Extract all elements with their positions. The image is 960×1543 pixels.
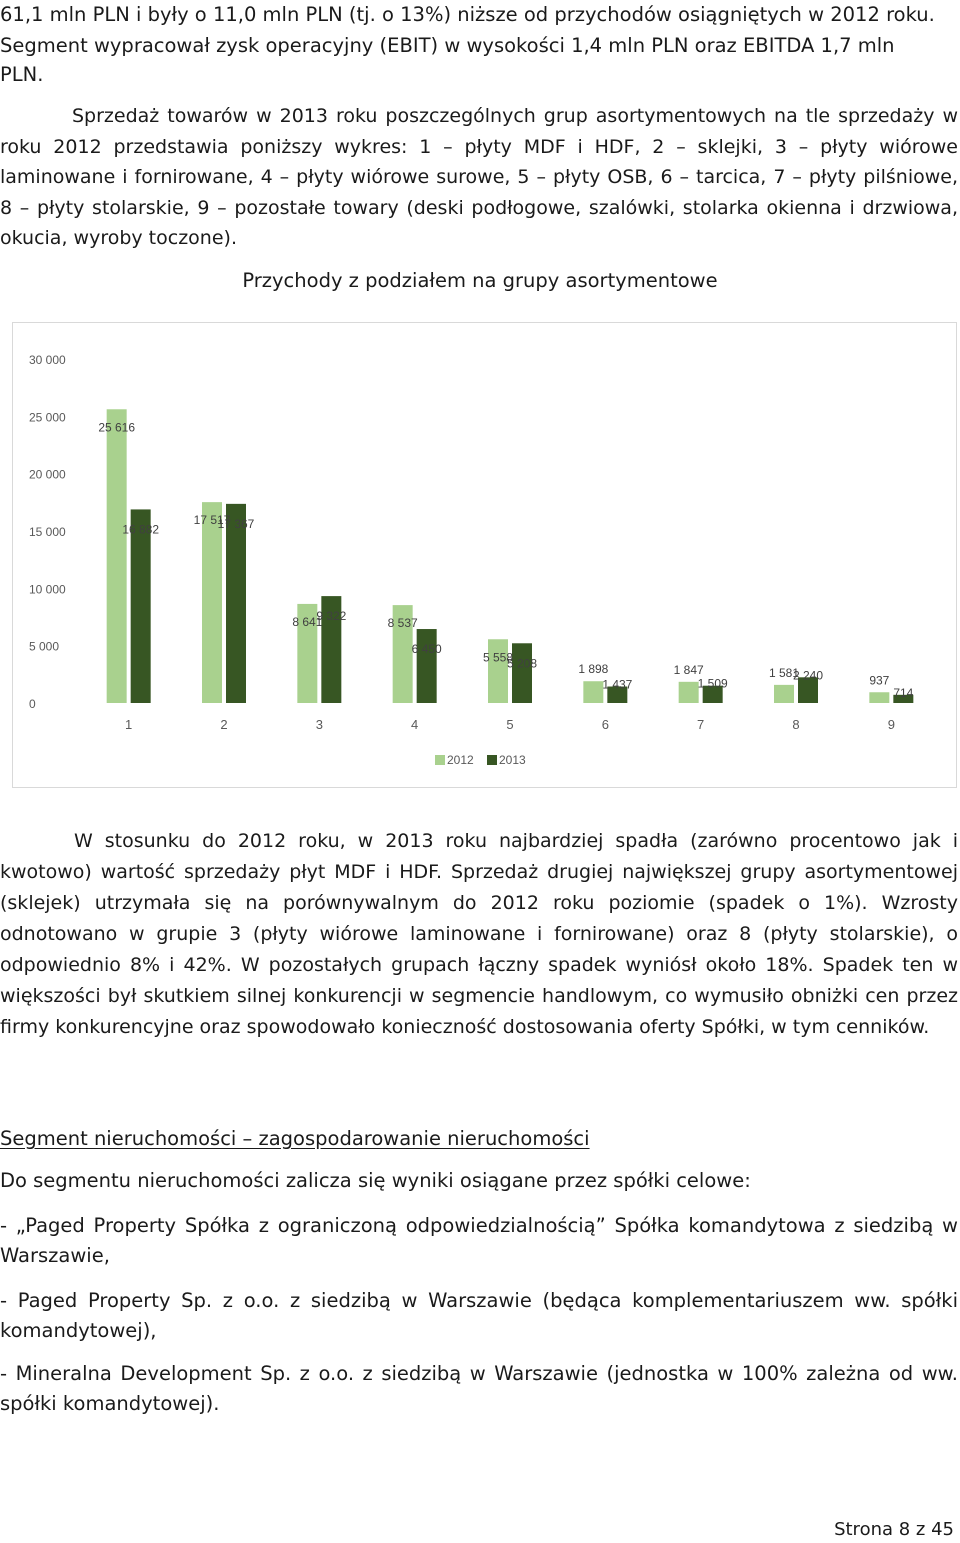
data-label-2013: 6 450 bbox=[411, 642, 442, 657]
section-intro: Do segmentu nieruchomości zalicza się wyniki osiągane przez spółki celowe: bbox=[0, 1169, 751, 1192]
intro-line-2: Segment wypracował zysk operacyjny (EBIT) w wysokości 1,4 mln PLN oraz EBITDA 1,7 mln bbox=[0, 34, 895, 57]
data-label-2012: 937 bbox=[869, 673, 890, 688]
bar-2013 bbox=[417, 629, 437, 703]
data-label-2012: 1 847 bbox=[673, 662, 704, 677]
x-tick-label: 6 bbox=[601, 717, 609, 732]
y-tick-label: 5 000 bbox=[29, 639, 60, 654]
data-label-2013: 5 208 bbox=[506, 656, 538, 671]
bar-2012 bbox=[107, 409, 127, 703]
section-item-1: - „Paged Property Spółka z ograniczoną odpowiedzialnością” Spółka komandytowa z siedzibą w Warszawie, bbox=[0, 1214, 958, 1267]
x-tick-label: 7 bbox=[697, 717, 705, 732]
data-label-2012: 25 616 bbox=[98, 420, 136, 435]
page-number: Strona 8 z 45 bbox=[834, 1519, 954, 1540]
bar-2012 bbox=[679, 682, 699, 703]
data-label-2012: 5 558 bbox=[482, 650, 514, 665]
bar-2012 bbox=[488, 639, 508, 703]
y-tick-label: 20 000 bbox=[29, 467, 66, 482]
y-tick-label: 10 000 bbox=[29, 582, 66, 597]
analysis-paragraph: W stosunku do 2012 roku, w 2013 roku najbardziej spadła (zarówno procentowo jak i kwotowo) wartość sprzedaży płyt MDF i HDF. Sprzedaż drugiej największej grupy asortymentowej (sklejek) utrzymała się na porównywalnym do 2012 roku poziomie (spadek o 1%). Wzrosty odnotowano w grupie 3 (płyty wiórowe laminowane i fornirowane) oraz 8 (płyty stolarskie), o odpowiednio 8% i 42%. W pozostałych grupach łączny spadek wyniósł około 18%. Spadek ten w większości był skutkiem silnej konkurencji w segmencie handlowym, co wymusiło obniżki cen przez firmy konkurencyjne oraz spowodowało konieczność dostosowania oferty Spółki, w tym cenników. bbox=[0, 830, 958, 1038]
data-label-2013: 16 882 bbox=[122, 522, 160, 537]
data-label-2012: 8 641 bbox=[292, 614, 323, 629]
bar-2012 bbox=[583, 681, 603, 703]
y-tick-label: 15 000 bbox=[29, 525, 66, 539]
legend-label-2012: 2012 bbox=[447, 753, 474, 767]
legend-swatch-2012 bbox=[435, 755, 445, 765]
x-tick-label: 3 bbox=[315, 717, 323, 732]
y-tick-label: 0 bbox=[29, 697, 36, 711]
bar-2012 bbox=[202, 502, 222, 703]
x-tick-label: 1 bbox=[125, 717, 133, 732]
x-tick-label: 4 bbox=[411, 717, 419, 732]
legend-label-2013: 2013 bbox=[499, 753, 526, 767]
data-label-2012: 17 517 bbox=[193, 513, 231, 528]
section-heading: Segment nieruchomości – zagospodarowanie nieruchomości bbox=[0, 1127, 590, 1150]
sales-intro-paragraph: Sprzedaż towarów w 2013 roku poszczególnych grup asortymentowych na tle sprzedaży w roku 2012 przedstawia poniższy wykres: 1 – płyty MDF i HDF, 2 – sklejki, 3 – płyty wiórowe laminowane i fornirowane, 4 – płyty wiórowe surowe, 5 – płyty OSB, 6 – tarcica, 7 – płyty pilśniowe, 8 – płyty stolarskie, 9 – pozostałe towary (deski podłogowe, szalówki, stolarka okienna i drzwiowa, okucia, wyroby toczone). bbox=[0, 105, 958, 249]
x-tick-label: 5 bbox=[506, 717, 514, 732]
bar-2012 bbox=[869, 692, 889, 703]
revenue-chart-svg bbox=[13, 323, 956, 787]
bar-2013 bbox=[226, 504, 246, 703]
section-item-3: - Mineralna Development Sp. z o.o. z siedzibą w Warszawie (jednostka w 100% zależna od ww. spółki komandytowej). bbox=[0, 1362, 958, 1415]
data-label-2012: 8 537 bbox=[387, 616, 418, 631]
data-label-2013: 1 437 bbox=[602, 677, 633, 692]
x-tick-label: 2 bbox=[220, 717, 228, 732]
data-label-2013: 714 bbox=[893, 685, 914, 700]
data-label-2012: 1 898 bbox=[578, 662, 609, 677]
bar-2013 bbox=[512, 643, 532, 703]
data-label-2013: 1 509 bbox=[697, 676, 728, 691]
data-label-2012: 1 581 bbox=[768, 665, 800, 680]
bar-2013 bbox=[131, 509, 151, 703]
x-tick-label: 8 bbox=[792, 717, 800, 732]
bar-2012 bbox=[774, 685, 794, 703]
intro-line-3: PLN. bbox=[0, 63, 44, 86]
section-item-2: - Paged Property Sp. z o.o. z siedzibą w Warszawie (będąca komplementariuszem ww. spółki komandytowej), bbox=[0, 1289, 958, 1342]
data-label-2013: 17 367 bbox=[217, 516, 255, 531]
legend-swatch-2013 bbox=[487, 755, 497, 765]
y-tick-label: 30 000 bbox=[29, 353, 66, 367]
data-label-2013: 9 322 bbox=[316, 609, 347, 624]
revenue-chart bbox=[12, 322, 957, 788]
x-tick-label: 9 bbox=[887, 717, 895, 732]
intro-line-1: 61,1 mln PLN i były o 11,0 mln PLN (tj. o 13%) niższe od przychodów osiągniętych w 2012 roku. bbox=[0, 3, 935, 26]
chart-title: Przychody z podziałem na grupy asortymentowe bbox=[242, 269, 718, 292]
data-label-2013: 2 240 bbox=[792, 668, 824, 683]
y-tick-label: 25 000 bbox=[29, 410, 66, 425]
